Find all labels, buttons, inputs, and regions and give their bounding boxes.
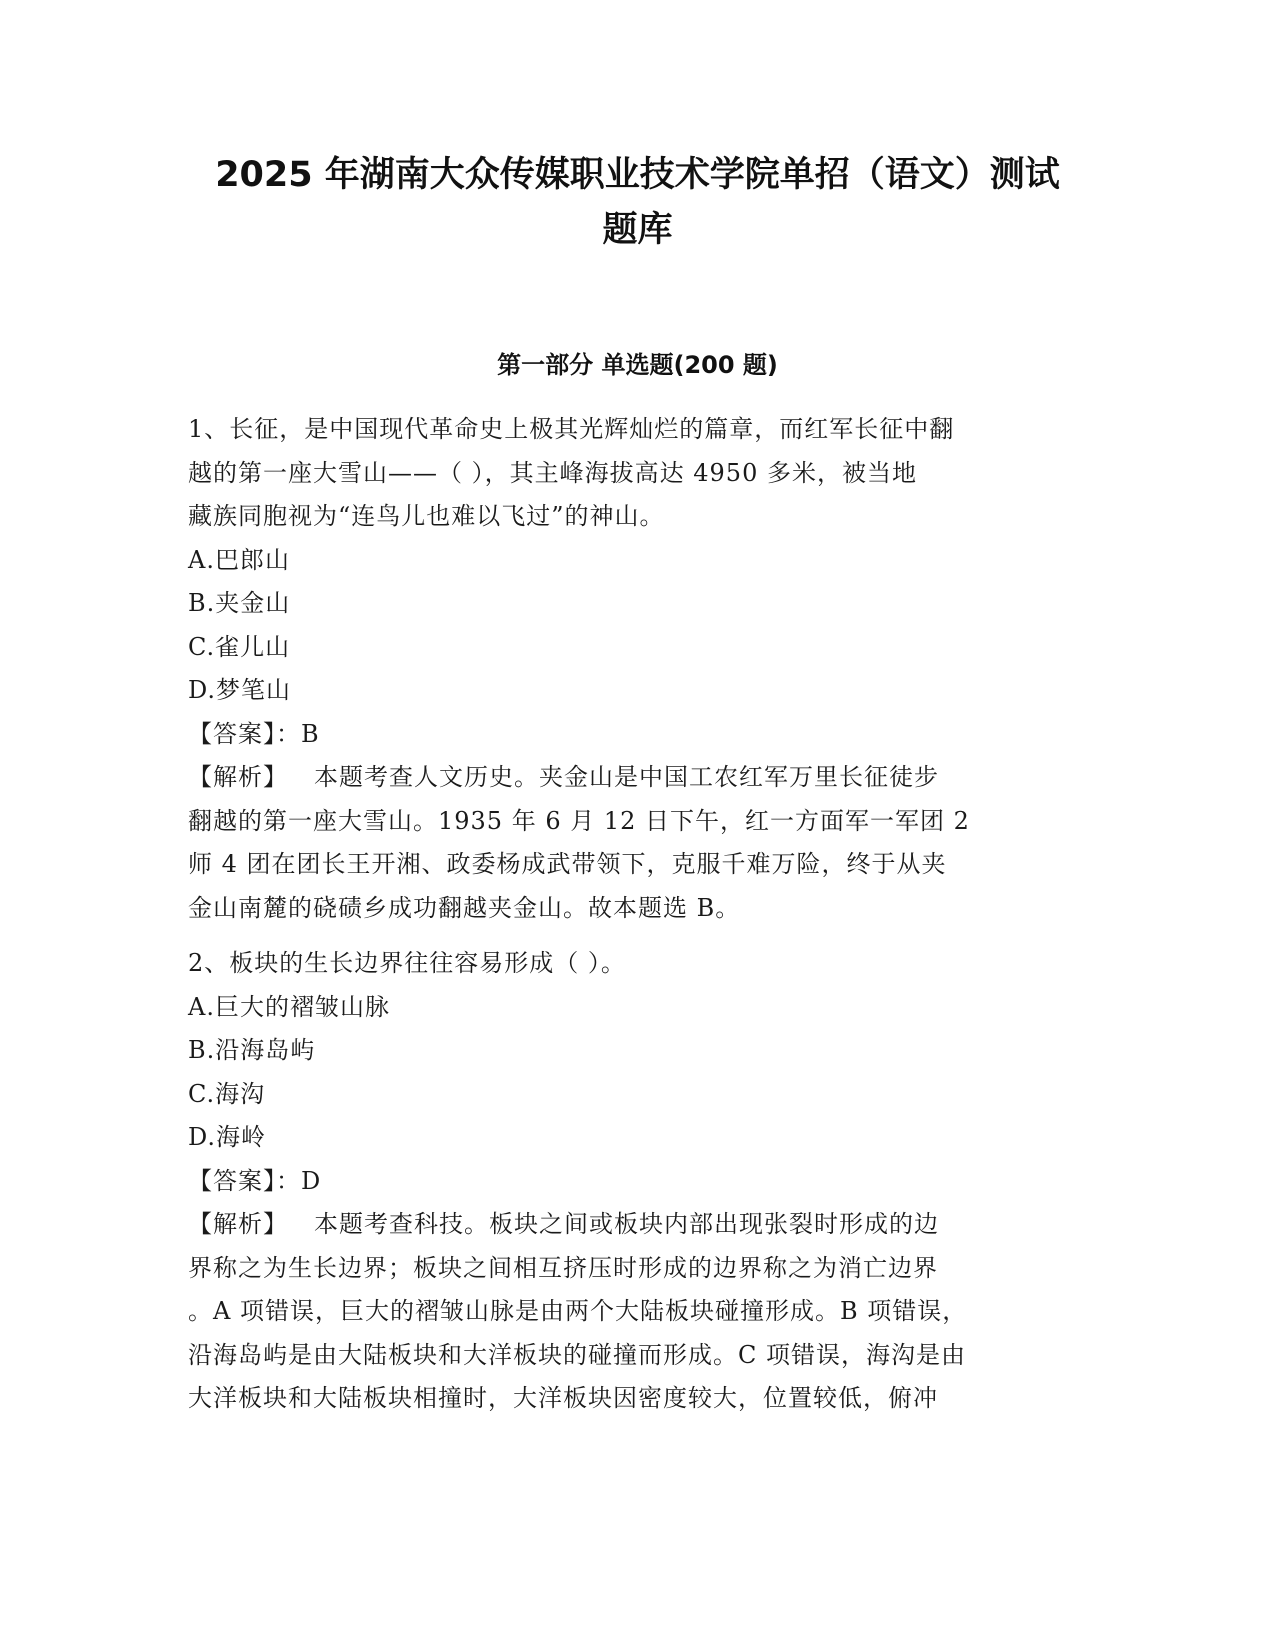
analysis-text-line: 翻越的第一座大雪山。1935 年 6 月 12 日下午，红一方面军一军团 2 [188, 806, 970, 835]
option-b: B.夹金山 [188, 589, 291, 617]
analysis-text-line: 师 4 团在团长王开湘、政委杨成武带领下，克服千难万险，终于从夹 [188, 850, 947, 878]
option-a: A.巴郎山 [188, 545, 290, 574]
option-d: D.海岭 [188, 1123, 267, 1151]
document-title-line: 题库 [602, 210, 673, 250]
option-a: A.巨大的褶皱山脉 [188, 992, 390, 1021]
analysis-label: 【解析】 [188, 1210, 288, 1238]
analysis-text-line: 沿海岛屿是由大陆板块和大洋板块的碰撞而形成。C 项错误，海沟是由 [188, 1340, 966, 1369]
analysis-text-line: 本题考查科技。板块之间或板块内部出现张裂时形成的边 [314, 1210, 939, 1238]
document-title-line: 2025 年湖南大众传媒职业技术学院单招（语文）测试 [215, 155, 1060, 195]
analysis-text-line: 界称之为生长边界；板块之间相互挤压时形成的边界称之为消亡边界 [188, 1253, 938, 1282]
question-stem-line: 藏族同胞视为“连鸟儿也难以飞过”的神山。 [188, 502, 665, 530]
question-stem-line: 越的第一座大雪山——（ ），其主峰海拔高达 4950 多米，被当地 [188, 458, 917, 487]
answer: 【答案】：D [188, 1166, 322, 1195]
option-c: C.雀儿山 [188, 632, 291, 661]
analysis-first-line [188, 1203, 1078, 1247]
document-title [150, 148, 1125, 258]
analysis-text-line: 本题考查人文历史。夹金山是中国工农红军万里长征徒步 [314, 763, 939, 791]
analysis-first-line [188, 756, 1078, 800]
question-list [188, 408, 1078, 1421]
question-item [188, 408, 1078, 930]
analysis-text-line: 金山南麓的硗碛乡成功翻越夹金山。故本题选 B。 [188, 893, 741, 922]
option-b: B.沿海岛屿 [188, 1036, 316, 1064]
section-title: 第一部分 单选题(200 题) [497, 351, 778, 379]
option-d: D.梦笔山 [188, 676, 292, 704]
question-stem-line: 2、板块的生长边界往往容易形成（ ）。 [188, 949, 626, 977]
question-item [188, 942, 1078, 1421]
analysis-text-line: 大洋板块和大陆板块相撞时，大洋板块因密度较大，位置较低，俯冲 [188, 1384, 938, 1412]
answer: 【答案】：B [188, 719, 320, 748]
analysis-text-line: 。A 项错误，巨大的褶皱山脉是由两个大陆板块碰撞形成。B 项错误， [188, 1297, 968, 1325]
analysis-label: 【解析】 [188, 763, 288, 791]
option-c: C.海沟 [188, 1079, 266, 1108]
question-stem-line: 1、长征，是中国现代革命史上极其光辉灿烂的篇章，而红军长征中翻 [188, 415, 955, 443]
